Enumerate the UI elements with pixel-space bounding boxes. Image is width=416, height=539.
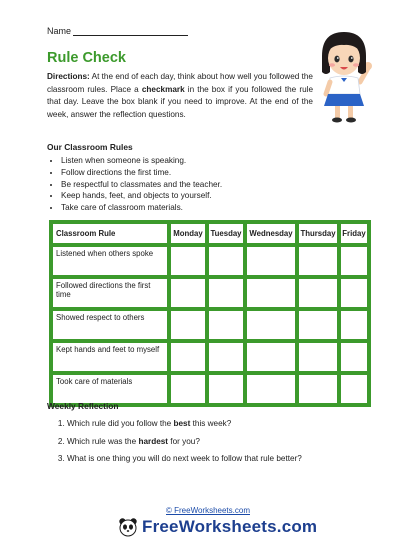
question-emphasis: hardest xyxy=(138,436,169,446)
checkbox-cell[interactable] xyxy=(169,245,207,277)
table-row xyxy=(51,341,369,373)
girl-illustration xyxy=(316,28,372,124)
directions-label: Directions: xyxy=(47,72,90,81)
directions-text-1: At the end of each day, think about how well you followed the classroom rules. Place a xyxy=(47,72,313,94)
checkbox-cell[interactable] xyxy=(297,341,339,373)
column-header-wednesday: Wednesday xyxy=(245,222,297,245)
reflection-question: 3. What is one thing you will do next week to follow that rule better? xyxy=(67,450,302,468)
column-header-thursday: Thursday xyxy=(297,222,339,245)
checkbox-cell[interactable] xyxy=(169,373,207,405)
checkbox-cell[interactable] xyxy=(339,309,369,341)
directions-paragraph xyxy=(47,71,313,121)
column-header-monday: Monday xyxy=(169,222,207,245)
table-row xyxy=(51,245,369,277)
checkbox-cell[interactable] xyxy=(245,373,297,405)
rule-cell: Showed respect to others xyxy=(51,309,169,341)
checkbox-cell[interactable] xyxy=(297,373,339,405)
checkbox-cell[interactable] xyxy=(207,309,245,341)
directions-text-2: in the box if you followed the rule that day. Leave the box blank if you need to improve. At the end of the week, answer the reflection questions. xyxy=(47,84,313,119)
table-header-row xyxy=(51,222,369,245)
footer-link[interactable]: © FreeWorksheets.com xyxy=(166,506,250,515)
question-emphasis: best xyxy=(173,419,191,428)
checkbox-cell[interactable] xyxy=(245,277,297,309)
name-field[interactable] xyxy=(47,26,188,36)
column-header-tuesday: Tuesday xyxy=(207,222,245,245)
rules-heading: Our Classroom Rules xyxy=(47,142,133,152)
checkbox-cell[interactable] xyxy=(339,245,369,277)
table-row xyxy=(51,277,369,309)
column-header-friday: Friday xyxy=(339,222,369,245)
rule-cell: Listened when others spoke xyxy=(51,245,169,277)
column-header-rule: Classroom Rule xyxy=(51,222,169,245)
checkbox-cell[interactable] xyxy=(169,277,207,309)
rule-item: • Keep hands, feet, and objects to yourself. xyxy=(61,190,222,202)
checkbox-cell[interactable] xyxy=(339,341,369,373)
checkbox-cell[interactable] xyxy=(339,373,369,405)
reflection-questions xyxy=(47,415,302,468)
name-label: Name xyxy=(47,26,72,36)
checkbox-cell[interactable] xyxy=(297,245,339,277)
checkbox-cell[interactable] xyxy=(207,245,245,277)
rule-check-table xyxy=(49,220,371,407)
reflection-question xyxy=(67,415,302,433)
checkbox-cell[interactable] xyxy=(297,309,339,341)
name-blank-line[interactable] xyxy=(73,26,188,36)
checkbox-cell[interactable] xyxy=(207,277,245,309)
checkbox-cell[interactable] xyxy=(245,341,297,373)
rule-item: • Take care of classroom materials. xyxy=(61,202,222,214)
rule-item: • Listen when someone is speaking. xyxy=(61,155,222,167)
directions-emphasis: checkmark xyxy=(141,84,185,94)
checkbox-cell[interactable] xyxy=(297,277,339,309)
checkbox-cell[interactable] xyxy=(169,341,207,373)
checkbox-cell[interactable] xyxy=(207,373,245,405)
checkbox-cell[interactable] xyxy=(169,309,207,341)
checkbox-cell[interactable] xyxy=(339,277,369,309)
rule-item: • Be respectful to classmates and the teacher. xyxy=(61,179,222,191)
question-text: this week? xyxy=(190,419,232,428)
question-text: Which rule was the xyxy=(67,436,139,446)
table-row xyxy=(51,309,369,341)
reflection-heading: Weekly Reflection xyxy=(47,401,119,411)
checkbox-cell[interactable] xyxy=(245,245,297,277)
rule-cell: Kept hands and feet to myself xyxy=(51,341,169,373)
rule-cell: Followed directions the first time xyxy=(51,277,169,309)
rule-item: • Follow directions the first time. xyxy=(61,167,222,179)
checkbox-cell[interactable] xyxy=(207,341,245,373)
page-title: Rule Check xyxy=(47,50,126,66)
reflection-question xyxy=(67,433,302,451)
question-text: Which rule did you follow the xyxy=(67,419,174,428)
site-logo[interactable] xyxy=(118,516,317,538)
checkbox-cell[interactable] xyxy=(245,309,297,341)
rule-cell: Took care of materials xyxy=(51,373,169,405)
logo-text: FreeWorksheets.com xyxy=(142,517,318,536)
panda-icon xyxy=(118,517,138,537)
rules-list xyxy=(47,155,222,214)
question-text: for you? xyxy=(168,436,200,446)
